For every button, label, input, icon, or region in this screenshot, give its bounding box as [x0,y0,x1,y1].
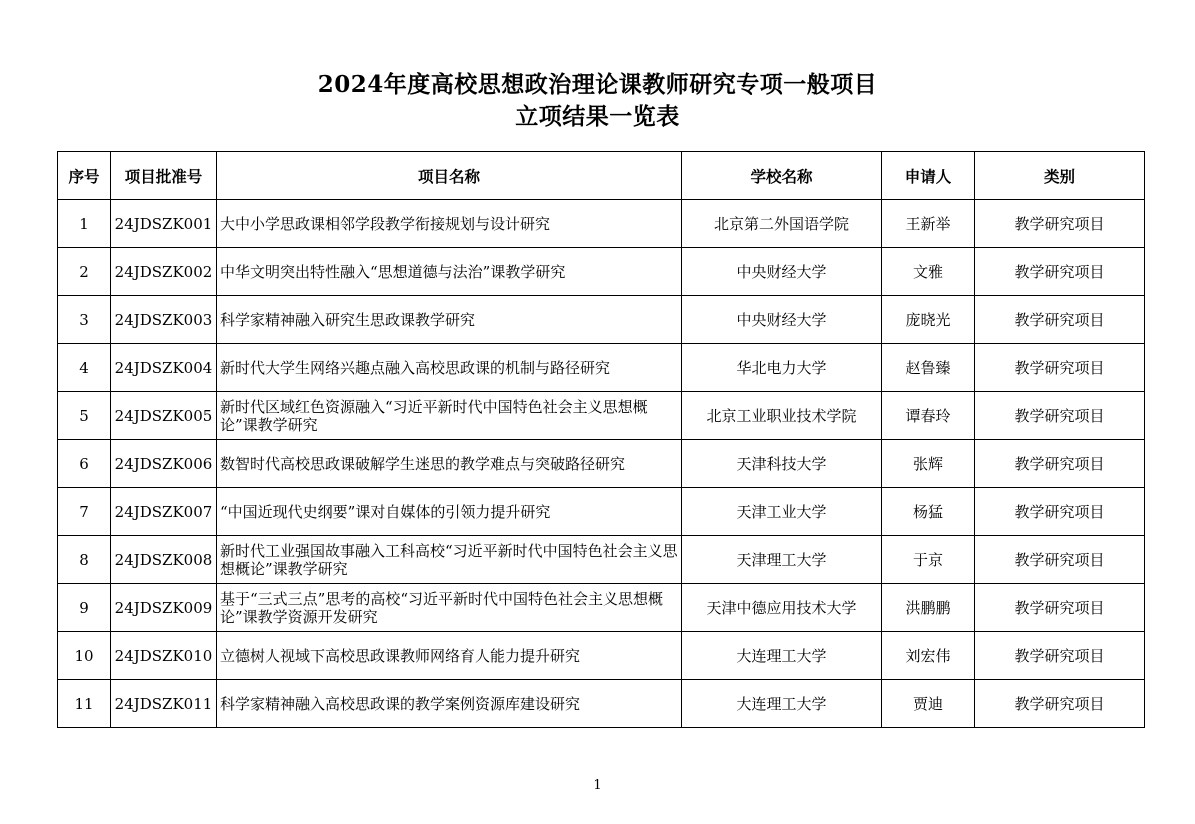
table-header-row [58,152,1145,200]
header-school-name: 学校名称 [682,152,882,200]
cell-school-name: 天津科技大学 [682,440,882,488]
table-row [58,296,1145,344]
table-row [58,584,1145,632]
cell-project-name: 新时代区域红色资源融入“习近平新时代中国特色社会主义思想概论”课教学研究 [217,392,682,440]
cell-serial-number: 2 [58,248,111,296]
cell-approval-number: 24JDSZK005 [111,392,217,440]
cell-approval-number: 24JDSZK006 [111,440,217,488]
header-project-name: 项目名称 [217,152,682,200]
cell-category: 教学研究项目 [975,440,1145,488]
table-row [58,680,1145,728]
cell-school-name: 大连理工大学 [682,632,882,680]
header-serial-number: 序号 [58,152,111,200]
cell-category: 教学研究项目 [975,488,1145,536]
cell-project-name: 新时代大学生网络兴趣点融入高校思政课的机制与路径研究 [217,344,682,392]
cell-project-name: 科学家精神融入研究生思政课教学研究 [217,296,682,344]
cell-serial-number: 6 [58,440,111,488]
cell-serial-number: 4 [58,344,111,392]
cell-project-name: 基于“三式三点”思考的高校“习近平新时代中国特色社会主义思想概论”课教学资源开发研究 [217,584,682,632]
table-row [58,200,1145,248]
table-row [58,392,1145,440]
cell-serial-number: 9 [58,584,111,632]
cell-school-name: 北京工业职业技术学院 [682,392,882,440]
cell-school-name: 大连理工大学 [682,680,882,728]
cell-school-name: 中央财经大学 [682,248,882,296]
cell-category: 教学研究项目 [975,680,1145,728]
table-row [58,344,1145,392]
cell-category: 教学研究项目 [975,200,1145,248]
cell-serial-number: 11 [58,680,111,728]
cell-serial-number: 1 [58,200,111,248]
cell-approval-number: 24JDSZK002 [111,248,217,296]
cell-approval-number: 24JDSZK011 [111,680,217,728]
page-number: 1 [593,778,602,793]
cell-applicant: 文雅 [882,248,975,296]
cell-category: 教学研究项目 [975,392,1145,440]
cell-project-name: 数智时代高校思政课破解学生迷思的教学难点与突破路径研究 [217,440,682,488]
cell-approval-number: 24JDSZK008 [111,536,217,584]
cell-serial-number: 5 [58,392,111,440]
cell-applicant: 张辉 [882,440,975,488]
document-title-line-2: 立项结果一览表 [515,103,680,130]
table-row [58,488,1145,536]
cell-school-name: 北京第二外国语学院 [682,200,882,248]
cell-school-name: 天津中德应用技术大学 [682,584,882,632]
cell-project-name: 立德树人视域下高校思政课教师网络育人能力提升研究 [217,632,682,680]
cell-school-name: 天津工业大学 [682,488,882,536]
project-results-table [57,151,1145,728]
table-row [58,632,1145,680]
cell-approval-number: 24JDSZK010 [111,632,217,680]
cell-school-name: 天津理工大学 [682,536,882,584]
cell-category: 教学研究项目 [975,248,1145,296]
cell-applicant: 谭春玲 [882,392,975,440]
cell-approval-number: 24JDSZK001 [111,200,217,248]
cell-approval-number: 24JDSZK009 [111,584,217,632]
cell-category: 教学研究项目 [975,632,1145,680]
cell-project-name: 中华文明突出特性融入“思想道德与法治”课教学研究 [217,248,682,296]
cell-applicant: 贾迪 [882,680,975,728]
cell-applicant: 庞晓光 [882,296,975,344]
cell-project-name: 大中小学思政课相邻学段教学衔接规划与设计研究 [217,200,682,248]
cell-project-name: 科学家精神融入高校思政课的教学案例资源库建设研究 [217,680,682,728]
cell-applicant: 洪鹏鹏 [882,584,975,632]
cell-approval-number: 24JDSZK003 [111,296,217,344]
header-approval-number: 项目批准号 [111,152,217,200]
header-applicant: 申请人 [882,152,975,200]
cell-project-name: 新时代工业强国故事融入工科高校“习近平新时代中国特色社会主义思想概论”课教学研究 [217,536,682,584]
header-category: 类别 [975,152,1145,200]
cell-applicant: 杨猛 [882,488,975,536]
cell-serial-number: 7 [58,488,111,536]
cell-serial-number: 3 [58,296,111,344]
cell-school-name: 华北电力大学 [682,344,882,392]
cell-category: 教学研究项目 [975,536,1145,584]
cell-applicant: 于京 [882,536,975,584]
cell-school-name: 中央财经大学 [682,296,882,344]
document-title-line-1: 2024年度高校思想政治理论课教师研究专项一般项目 [317,71,878,98]
table-row [58,536,1145,584]
cell-category: 教学研究项目 [975,296,1145,344]
cell-approval-number: 24JDSZK004 [111,344,217,392]
cell-serial-number: 10 [58,632,111,680]
cell-serial-number: 8 [58,536,111,584]
cell-project-name: “中国近现代史纲要”课对自媒体的引领力提升研究 [217,488,682,536]
cell-applicant: 赵鲁臻 [882,344,975,392]
table-row [58,440,1145,488]
table-row [58,248,1145,296]
cell-applicant: 刘宏伟 [882,632,975,680]
cell-category: 教学研究项目 [975,584,1145,632]
cell-applicant: 王新举 [882,200,975,248]
cell-approval-number: 24JDSZK007 [111,488,217,536]
cell-category: 教学研究项目 [975,344,1145,392]
